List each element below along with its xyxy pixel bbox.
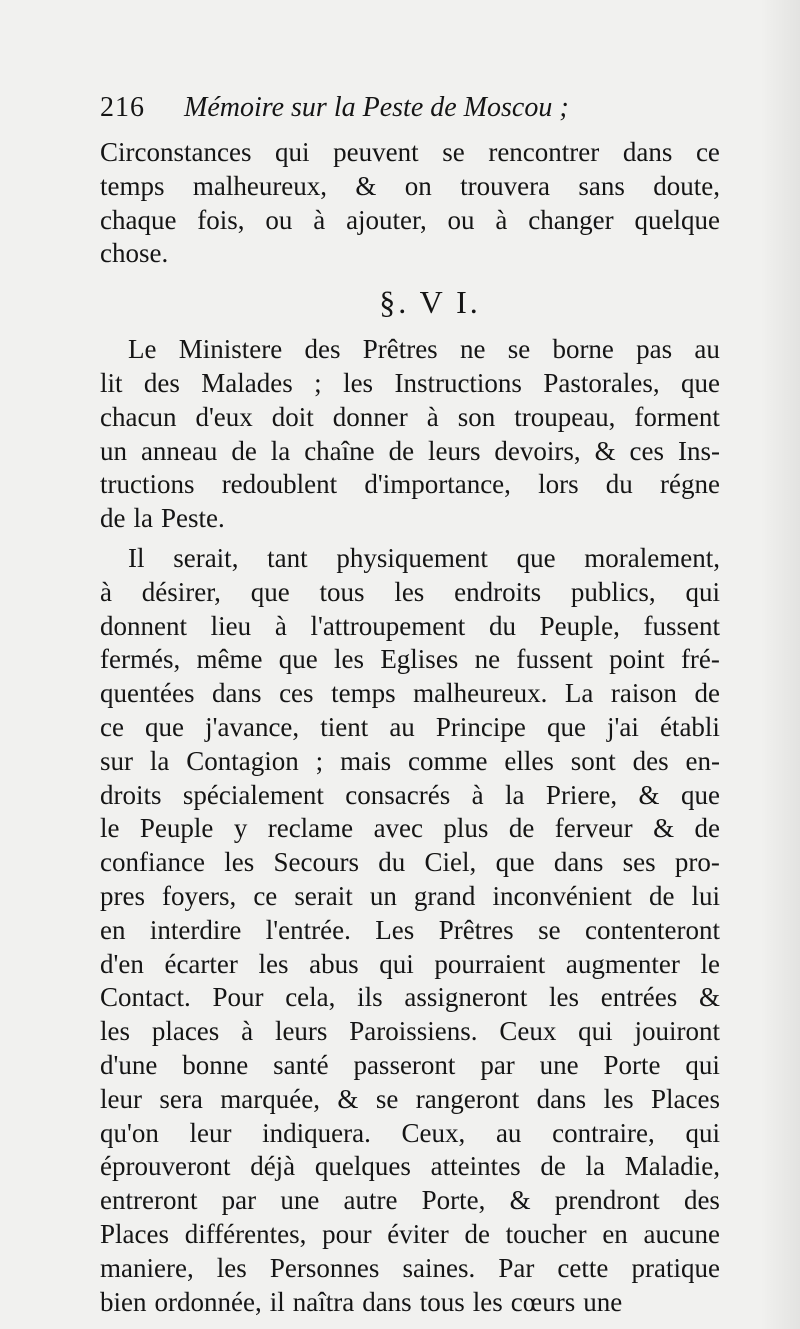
text-line: chose. [100,238,169,269]
text-line: Le Ministere des Prêtres ne se borne pas au [128,334,720,365]
text-line: Places différentes, pour éviter de toucher en aucune [100,1218,720,1249]
text-line: temps malheureux, & on trouvera sans doute, [100,170,720,201]
page-number: 216 [100,92,145,123]
text-line: le Peuple y reclame avec plus de ferveur & de [100,813,720,844]
text-line: fermés, même que les Eglises ne fussent point fré- [100,644,720,675]
text-line: chacun d'eux doit donner à son troupeau, forment [100,401,720,432]
page-edge-shadow [760,0,800,1329]
text-line: lit des Malades ; les Instructions Pastorales, que [100,367,720,398]
paragraph-eglises [100,542,720,1319]
text-line: qu'on leur indiquera. Ceux, au contraire, qui [100,1117,720,1148]
text-line: Il serait, tant physiquement que moralement, [128,542,720,573]
text-line: un anneau de la chaîne de leurs devoirs, & ces Ins- [100,435,720,466]
text-line: leur sera marquée, & se rangeront dans les Places [100,1083,720,1114]
text-line: chaque fois, ou à ajouter, ou à changer quelque [100,204,720,235]
paragraph-ministere [100,333,720,536]
text-line: ce que j'avance, tient au Principe que j'ai établi [100,711,720,742]
text-line: d'en écarter les abus qui pourraient augmenter le [100,948,720,979]
text-line: maniere, les Personnes saines. Par cette pratique [100,1252,720,1283]
text-line: sur la Contagion ; mais comme elles sont des en- [100,745,720,776]
text-line: droits spécialement consacrés à la Priere, & que [100,779,720,810]
text-line: bien ordonnée, il naîtra dans tous les cœurs une [100,1286,623,1317]
text-line: à désirer, que tous les endroits publics, qui [100,576,720,607]
running-head [100,92,720,132]
text-line: pres foyers, ce serait un grand inconvénient de lui [100,880,720,911]
text-line: d'une bonne santé passeront par une Porte qui [100,1049,720,1080]
text-line: de la Peste. [100,503,225,534]
text-line: Contact. Pour cela, ils assigneront les entrées & [100,982,720,1013]
text-line: quentées dans ces temps malheureux. La raison de [100,678,720,709]
section-heading: §. V I. [379,284,481,321]
text-line: en interdire l'entrée. Les Prêtres se contenteront [100,914,720,945]
running-title: Mémoire sur la Peste de Moscou ; [184,92,569,123]
text-line: confiance les Secours du Ciel, que dans ses pro- [100,847,720,878]
text-line: tructions redoublent d'importance, lors du régne [100,469,720,500]
text-line: Circonstances qui peuvent se rencontrer dans ce [100,137,720,167]
page-text [100,92,720,1319]
continuation-paragraph [100,136,720,271]
text-line: donnent lieu à l'attroupement du Peuple, fussent [100,610,720,641]
text-line: éprouveront déjà quelques atteintes de la Maladie, [100,1151,720,1182]
text-line: entreront par une autre Porte, & prendront des [100,1185,720,1216]
text-line: les places à leurs Paroissiens. Ceux qui jouiront [100,1016,720,1047]
